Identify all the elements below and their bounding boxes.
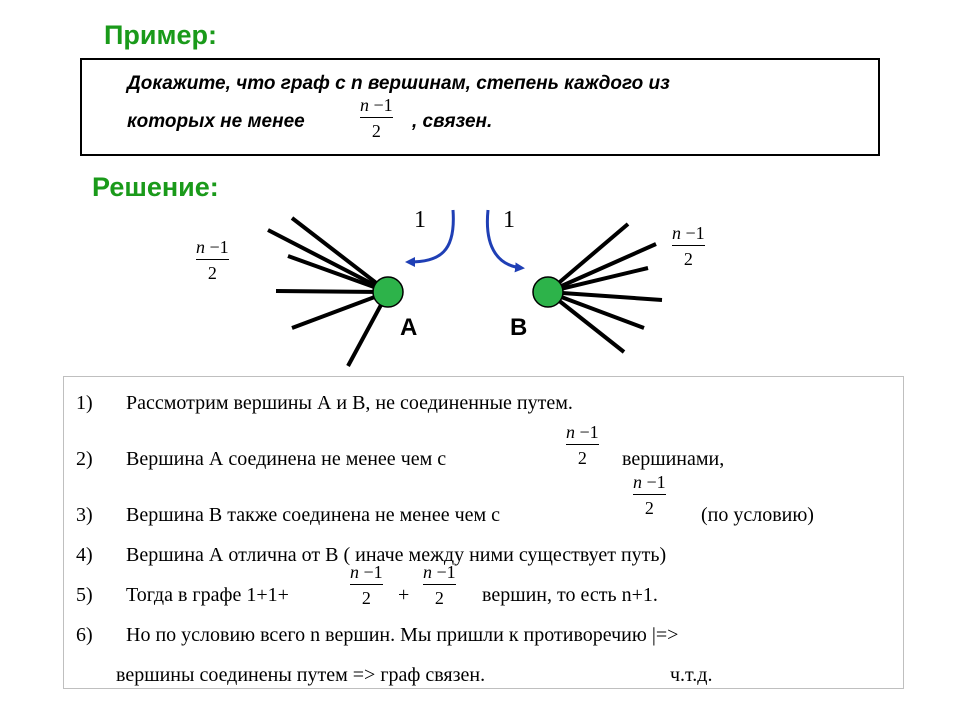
step-2-tail: вершинами, [622,448,725,470]
vertex-a [373,277,403,307]
vertex-b [533,277,563,307]
vertex-b-edges [548,224,662,352]
task-fraction: n −1 2 [360,95,393,141]
edge-label-a: 1 [414,207,426,233]
step-3-tail: (по условию) [701,504,814,526]
solution-heading: Решение: [92,172,219,202]
degree-fraction-a: n −1 2 [196,237,229,283]
qed-mark: ч.т.д. [670,664,713,686]
step-3-fraction: n −1 2 [633,472,666,518]
task-line-2-start: которых не менее [127,111,305,132]
step-5-fraction-2: n −1 2 [423,562,456,608]
step-5-fraction-1: n −1 2 [350,562,383,608]
degree-fraction-b: n −1 2 [672,223,705,269]
task-line-1: Докажите, что граф с n вершинам, степень каждого из [127,73,670,94]
solution-box: 1) Рассмотрим вершины А и В, не соединенные путем. 2) Вершина А соединена не менее чем с n −1 2 вершинами, 3) Вершина В также соединена не менее чем с n −1 2 (по условию) 4) Вершина А отлична от В ( иначе между ними существует путь) 5) Тогда в графе 1+1+ n −1 2 + n −1 2 вершин, то есть n+1. 6) Но по условию всего n вершин. Мы пришли к противоречию |=> вершины соединены путем => граф связен. ч.т.д. [63,376,904,689]
edge-label-b: 1 [503,207,515,233]
step-2-fraction: n −1 2 [566,422,599,468]
conclusion-text: вершины соединены путем => граф связен. [116,664,486,686]
task-line-2-end: , связен. [412,111,493,132]
step-5-tail: вершин, то есть n+1. [482,584,658,606]
example-heading: Пример: [104,20,217,50]
vertex-a-label: A [400,314,418,341]
vertex-b-label: B [510,314,528,341]
step-5-plus: + [398,584,410,606]
vertex-a-edges [268,218,388,366]
